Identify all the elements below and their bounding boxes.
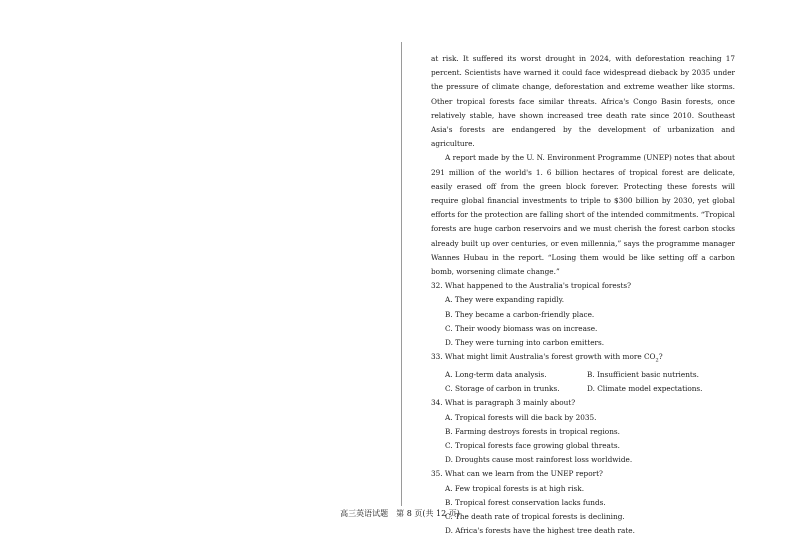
option-c: C. The death rate of tropical forests is declining. xyxy=(445,511,625,521)
subscript-2: 2 xyxy=(655,357,659,364)
option-b: B. Insufficient basic nutrients. xyxy=(587,369,699,379)
question-34 xyxy=(431,396,735,467)
option-b: B. Farming destroys forests in tropical regions. xyxy=(445,426,620,436)
question-32 xyxy=(431,279,735,350)
option-d: D. Droughts cause most rainforest loss worldwide. xyxy=(445,455,633,465)
passage-paragraph: at risk. It suffered its worst drought in 2024, with deforestation reaching 17 percent. Scientists have warned it could face widespread dieback by 2035 under the pressure of climate change, deforestation and extreme weather like storms. Other tropical forests face similar threats. Africa's Congo Basin forests, once relatively stable, have shown increased tree death rate since 2010. Southeast Asia's forests are endangered by the development of urbanization and agriculture. xyxy=(431,54,735,149)
page-footer: 高三英语试题 第 8 页(共 12 页) xyxy=(340,509,460,518)
question-stem xyxy=(431,350,735,368)
option-c: C. Tropical forests face growing global threats. xyxy=(445,440,620,450)
passage-paragraph: A report made by the U. N. Environment Programme (UNEP) notes that about 291 million of the world's 1. 6 billion hectares of tropical forest are delicate, easily erased off from the green block forever. Protecting these forests will require global financial investments to triple to $300 billion by 2030, yet global efforts for the protection are falling short of the intended commitments. “Tropical forests are huge carbon reservoirs and we must cherish the forest carbon stocks already built up over centuries, or even millennia,” says the programme manager Wannes Hubau in the report. “Losing them would be like setting off a carbon bomb, worsening climate change.” xyxy=(431,153,735,277)
question-stem-text: 33. What might limit Australia's forest growth with more CO xyxy=(431,352,656,362)
option-a: A. Long-term data analysis. xyxy=(445,369,547,379)
option-row xyxy=(445,368,735,382)
option-b: B. They became a carbon-friendly place. xyxy=(445,309,595,319)
question-stem: 32. What happened to the Australia's tropical forests? xyxy=(431,281,632,291)
reading-passage xyxy=(431,52,735,279)
question-stem: 35. What can we learn from the UNEP report? xyxy=(431,469,603,479)
option-d: D. Climate model expectations. xyxy=(587,384,703,394)
option-c: C. Their woody biomass was on increase. xyxy=(445,323,598,333)
option-a: A. Few tropical forests is at high risk. xyxy=(445,483,585,493)
option-c: C. Storage of carbon in trunks. xyxy=(445,384,560,394)
question-mark: ? xyxy=(658,352,663,362)
option-row xyxy=(445,382,735,396)
question-stem: 34. What is paragraph 3 mainly about? xyxy=(431,398,576,408)
question-35 xyxy=(431,467,735,538)
exam-column xyxy=(431,52,735,538)
option-d: D. They were turning into carbon emitters. xyxy=(445,338,605,348)
option-b: B. Tropical forest conservation lacks funds. xyxy=(445,497,606,507)
question-33 xyxy=(431,350,735,396)
option-a: A. Tropical forests will die back by 2035. xyxy=(445,412,597,422)
option-d: D. Africa's forests have the highest tree death rate. xyxy=(445,526,635,536)
page-divider xyxy=(401,42,402,506)
option-a: A. They were expanding rapidly. xyxy=(445,295,565,305)
